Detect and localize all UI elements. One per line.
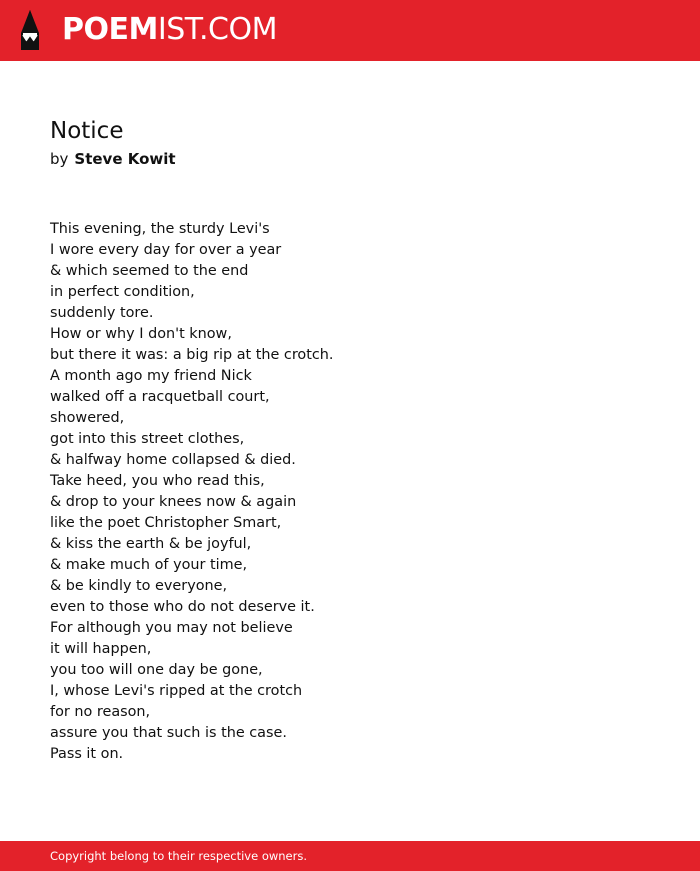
poem-line: got into this street clothes, [50,431,245,447]
site-logo[interactable] [62,12,277,48]
poem-line: Pass it on. [50,746,124,762]
poem-line: I wore every day for over a year [50,242,282,258]
poem-line: & make much of your time, [50,557,248,573]
poem-line: & which seemed to the end [50,263,249,279]
poem-line: like the poet Christopher Smart, [50,515,282,531]
poem-line: & be kindly to everyone, [50,578,228,594]
poem-line: For although you may not believe [50,620,293,636]
poem-line: assure you that such is the case. [50,725,287,741]
author-name: Steve Kowit [74,150,176,168]
poem-line: & halfway home collapsed & died. [50,452,296,468]
site-header [0,0,700,61]
poem-line: This evening, the sturdy Levi's [50,221,270,237]
site-footer [0,841,700,871]
poem-line: you too will one day be gone, [50,662,263,678]
poem-line: suddenly tore. [50,305,154,321]
copyright-text: Copyright belong to their respective owners. [50,849,308,863]
poem-line: How or why I don't know, [50,326,232,342]
poem-line: it will happen, [50,641,152,657]
poem-line: even to those who do not deserve it. [50,599,315,615]
logo-light-text: IST.COM [157,12,277,47]
poem-line: in perfect condition, [50,284,195,300]
poem-line: & drop to your knees now & again [50,494,297,510]
poem-body [50,219,650,765]
poem-line: & kiss the earth & be joyful, [50,536,252,552]
pencil-tip-icon[interactable] [18,9,42,51]
poem-line: A month ago my friend Nick [50,368,252,384]
poem-line: I, whose Levi's ripped at the crotch [50,683,303,699]
by-label: by [50,150,69,168]
logo-bold-text: POEM [62,12,158,47]
poem-title: Notice [50,118,124,144]
poem-line: showered, [50,410,125,426]
poem-line: for no reason, [50,704,151,720]
poem-line: Take heed, you who read this, [50,473,265,489]
poem-line: but there it was: a big rip at the crotch. [50,347,334,363]
poem-byline [50,149,176,169]
poem-line: walked off a racquetball court, [50,389,270,405]
